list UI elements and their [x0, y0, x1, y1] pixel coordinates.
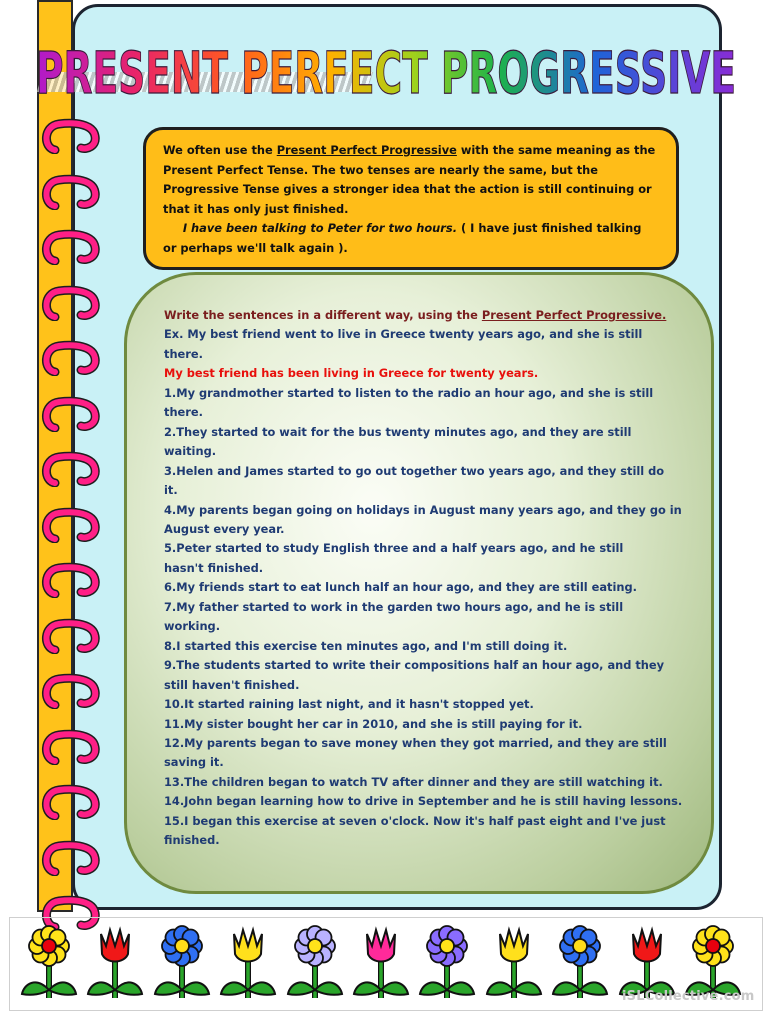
example-line: there.	[164, 346, 203, 361]
exercise-line: 3.Helen and James started to go out together two years ago, and they still do	[164, 463, 665, 478]
exercise-line: 13.The children began to watch TV after dinner and they are still watching it.	[164, 774, 663, 789]
intro-line-2: Present Perfect Tense. The two tenses are nearly the same, but the	[163, 162, 598, 177]
exercise-line: 12.My parents began to save money when they got married, and they are still	[164, 735, 667, 750]
exercise-line: working.	[164, 619, 221, 634]
spiral-ring-icon	[41, 396, 103, 432]
exercise-line: 10.It started raining last night, and it hasn't stopped yet.	[164, 697, 534, 712]
flower-blue-icon	[549, 924, 611, 1002]
intro-example-italic: I have been talking to Peter for two hours.	[182, 221, 458, 236]
tulip-red-icon	[84, 924, 146, 1002]
exercise-line: 9.The students started to write their compositions half an hour ago, and they	[164, 658, 665, 673]
spiral-ring-icon	[41, 229, 103, 265]
page-title-text: PRESENT PERFECT PROGRESSIVE	[36, 42, 736, 104]
exercise-list	[164, 384, 704, 851]
intro-line-6: or perhaps we'll talk again ).	[163, 240, 348, 255]
spiral-ring-icon	[41, 840, 103, 876]
intro-line-1: We often use the Present Perfect Progressive with the same meaning as the	[163, 143, 656, 157]
exercise-line: 5.Peter started to study English three and a half years ago, and he still	[164, 541, 624, 556]
exercise-line: there.	[164, 405, 203, 420]
watermark: iSLCollective.com	[622, 989, 755, 1004]
intro-highlight: Present Perfect Progressive	[276, 143, 457, 157]
page-title	[30, 42, 738, 104]
spiral-ring-icon	[41, 118, 103, 154]
exercise-line: saving it.	[164, 755, 224, 770]
tulip-pink-icon	[350, 924, 412, 1002]
exercise-line: 11.My sister bought her car in 2010, and she is still paying for it.	[164, 716, 583, 731]
title-area	[30, 42, 738, 104]
spiral-ring-icon	[41, 673, 103, 709]
spiral-ring-icon	[41, 784, 103, 820]
flower-lilac-icon	[284, 924, 346, 1002]
exercise-instruction-highlight: Present Perfect Progressive.	[481, 308, 667, 322]
flower-purple-icon	[416, 924, 478, 1002]
flower-yellow-icon	[18, 924, 80, 1002]
exercise-line: 1.My grandmother started to listen to the radio an hour ago, and she is still	[164, 385, 654, 400]
exercise-line: hasn't finished.	[164, 560, 264, 575]
exercise-text	[164, 306, 704, 851]
exercise-line: finished.	[164, 833, 220, 848]
tulip-yellow-icon	[217, 924, 279, 1002]
exercise-line: 6.My friends start to eat lunch half an hour ago, and they are still eating.	[164, 580, 637, 595]
exercise-line: 15.I began this exercise at seven o'clock. Now it's half past eight and I've just	[164, 813, 666, 828]
tulip-yellow-icon	[483, 924, 545, 1002]
exercise-line: 4.My parents began going on holidays in August many years ago, and they go in	[164, 502, 682, 517]
exercise-line: waiting.	[164, 444, 217, 459]
spiral-ring-icon	[41, 618, 103, 654]
intro-line-3: Progressive Tense gives a stronger idea that the action is still continuing or	[163, 182, 652, 197]
intro-line-4: that it has only just finished.	[163, 201, 349, 216]
example-line: Ex. My best friend went to live in Greece twenty years ago, and she is still	[164, 327, 643, 342]
spiral-ring-icon	[41, 340, 103, 376]
flower-blue-icon	[151, 924, 213, 1002]
spiral-ring-icon	[41, 729, 103, 765]
exercise-instruction: Write the sentences in a different way, using the Present Perfect Progressive.	[164, 308, 667, 322]
exercise-line: 8.I started this exercise ten minutes ago, and I'm still doing it.	[164, 638, 568, 653]
example-answer: My best friend has been living in Greece for twenty years.	[164, 366, 539, 381]
spiral-ring-icon	[41, 451, 103, 487]
exercise-line: 7.My father started to work in the garden two hours ago, and he is still	[164, 599, 624, 614]
spiral-ring-icon	[41, 285, 103, 321]
spiral-ring-icon	[41, 562, 103, 598]
exercise-line: 14.John began learning how to drive in September and he is still having lessons.	[164, 794, 683, 809]
intro-box	[143, 127, 679, 270]
spiral-ring-icon	[41, 507, 103, 543]
exercise-line: it.	[164, 483, 178, 498]
spiral-ring-icon	[41, 174, 103, 210]
intro-example: I have been talking to Peter for two hours. ( I have just finished talking	[182, 221, 642, 236]
exercise-line: 2.They started to wait for the bus twenty minutes ago, and they are still	[164, 424, 632, 439]
exercise-line: still haven't finished.	[164, 677, 300, 692]
exercise-line: August every year.	[164, 521, 285, 536]
